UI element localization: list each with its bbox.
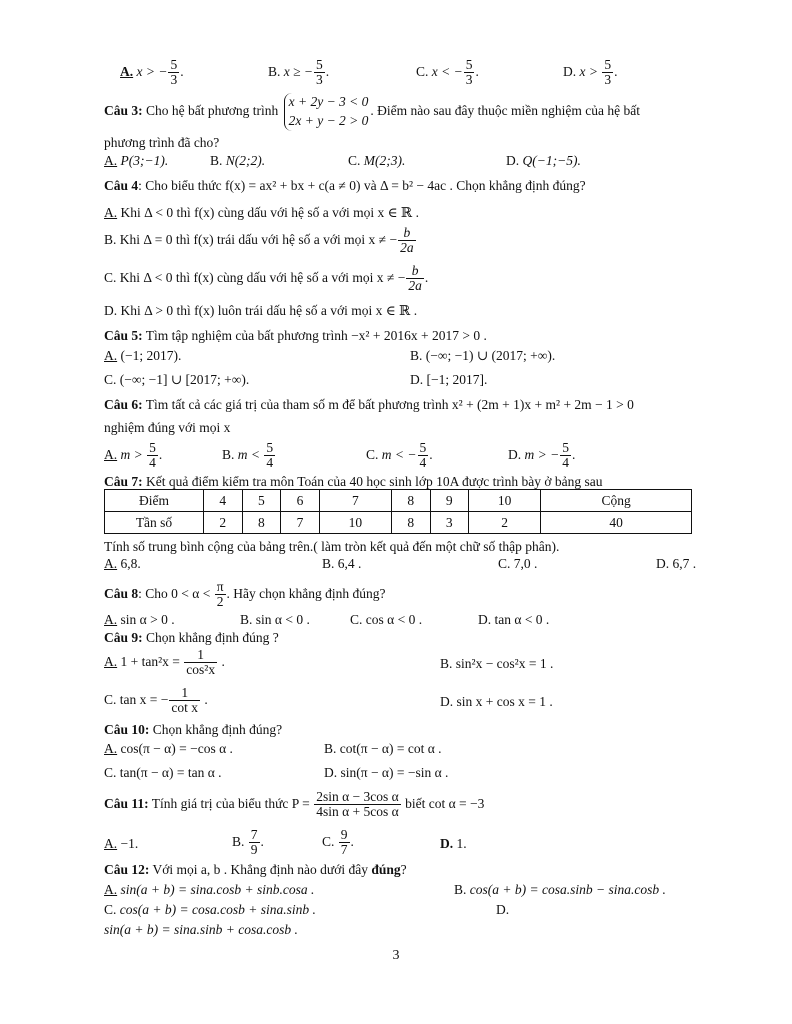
q6-option-c: C. m < − $\frac{5}{4}$ . [366,440,433,471]
q3-statement: Câu 3: Cho hệ bất phương trình x + 2y − 3 < 0 2x + y − 2 > 0 . Điểm nào sau đây thuộc miền nghiệm của hệ bất [104,93,640,131]
equation-system: x + 2y − 3 < 0 2x + y − 2 > 0 [284,93,369,131]
table-cell: 4 [204,490,243,512]
fraction: $\frac{5}{3}$ [170,57,178,88]
table-cell: 2 [204,512,243,534]
q5-option-c: C. (−∞; −1] ∪ [2017; +∞). [104,372,250,387]
fraction: $\frac{5}{3}$ [465,57,473,88]
fraction: $\frac{5}{4}$ [149,440,156,471]
q12-option-d-label: D. [496,902,510,917]
table-row [105,490,692,512]
q7-option-a: A. 6,8. [104,556,141,571]
q8-statement: Câu 8: Cho 0 < α < $\frac{\pi}{2}$ . Hãy chọn khẳng định đúng? [104,579,386,610]
frequency-table [104,489,692,534]
q10-option-d: D. sin(π − α) = −sin α . [324,765,449,780]
fraction: $\frac{b}{2a}$ [408,263,422,294]
q6-statement-cont: nghiệm đúng với mọi x [104,420,231,435]
table-cell: 40 [541,512,692,534]
q2-option-a: A. x > − $\frac{5}{3}$ . [120,57,184,88]
q12-option-a: A. sin(a + b) = sina.cosb + sinb.cosa . [104,882,315,897]
fraction: $\frac{5}{3}$ [604,57,612,88]
q9-option-a: A. 1 + tan²x = $\frac{1}{\text{cos²x}}$ . [104,647,225,678]
q7-question: Tính số trung bình cộng của bảng trên.( làm tròn kết quả đến một chữ số thập phân). [104,539,560,554]
q11-statement: Câu 11: Tính giá trị của biểu thức P = $\frac{\text{2sin α − 3cos α}}{\text{4sin α + 5cos α}}$ biết cot α = −3 [104,789,485,820]
fraction: $\frac{1}{\text{cot x}}$ [171,685,198,716]
q10-option-a: A. cos(π − α) = −cos α . [104,741,233,756]
q10-statement: Câu 10: Chọn khẳng định đúng? [104,722,283,737]
q3-statement-cont: phương trình đã cho? [104,135,220,150]
table-cell: Cộng [541,490,692,512]
q6-option-b: B. m < $\frac{5}{4}$ [222,440,274,471]
q3-option-c: C. M(2;3). [348,153,406,168]
q4-option-c: C. Khi Δ < 0 thì f(x) cùng dấu với hệ số a với mọi x ≠ − $\frac{b}{2a}$ . [104,263,429,294]
q11-option-b: B. $\frac{7}{9}$ . [232,827,264,858]
table-cell: Điểm [105,490,204,512]
table-cell: 8 [391,512,430,534]
table-cell: Tần số [105,512,204,534]
q10-option-b: B. cot(π − α) = cot α . [324,741,442,756]
table-row [105,512,692,534]
q7-option-c: C. 7,0 . [498,556,538,571]
q11-option-a: A. −1. [104,836,139,851]
table-cell: 9 [430,490,469,512]
q9-option-d: D. sin x + cos x = 1 . [440,694,553,709]
q4-option-a: A. Khi Δ < 0 thì f(x) cùng dấu với hệ số a với mọi x ∈ ℝ . [104,205,420,220]
table-cell: 10 [469,490,541,512]
fraction: $\frac{5}{4}$ [562,440,569,471]
q5-statement: Câu 5: Tìm tập nghiệm của bất phương trình −x² + 2016x + 2017 > 0 . [104,328,487,343]
table-cell: 8 [242,512,281,534]
table-cell: 10 [319,512,391,534]
q2-option-c: C. x < − $\frac{5}{3}$ . [416,57,479,88]
q11-option-d: D. 1. [440,836,467,851]
q5-option-d: D. [−1; 2017]. [410,372,488,387]
fraction: $\frac{\pi}{2}$ [216,579,224,610]
fraction: $\frac{b}{2a}$ [400,225,414,256]
table-cell: 7 [281,512,320,534]
table-cell: 3 [430,512,469,534]
table-cell: 8 [391,490,430,512]
fraction: $\frac{1}{\text{cos²x}}$ [186,647,216,678]
q12-statement: Câu 12: Với mọi a, b . Khẳng định nào dưới đây đúng? [104,862,407,877]
q6-option-a: A. m > $\frac{5}{4}$ . [104,440,163,471]
fraction: $\frac{5}{3}$ [316,57,323,88]
fraction: $\frac{9}{7}$ [340,827,348,858]
q5-option-a: A. (−1; 2017). [104,348,182,363]
q12-option-d: sin(a + b) = sina.sinb + cosa.cosb . [104,922,298,937]
q6-option-d: D. m > − $\frac{5}{4}$ . [508,440,576,471]
q9-option-b: B. sin²x − cos²x = 1 . [440,656,554,671]
q4-option-b: B. Khi Δ = 0 thì f(x) trái dấu với hệ số a với mọi x ≠ − $\frac{b}{2a}$ [104,225,414,256]
q10-option-c: C. tan(π − α) = tan α . [104,765,222,780]
fraction: $\frac{5}{4}$ [419,440,427,471]
q3-option-b: B. N(2;2). [210,153,266,168]
fraction: $\frac{\text{2sin α − 3cos α}}{\text{4sin α + 5cos α}}$ [316,789,399,820]
q9-statement: Câu 9: Chọn khẳng định đúng ? [104,630,279,645]
q3-option-a: A. P(3;−1). [104,153,169,168]
q5-option-b: B. (−∞; −1) ∪ (2017; +∞). [410,348,556,363]
q12-option-b: B. cos(a + b) = cosa.sinb − sina.cosb . [454,882,666,897]
q7-option-b: B. 6,4 . [322,556,362,571]
table-cell: 2 [469,512,541,534]
q2-option-d: D. x > $\frac{5}{3}$ . [563,57,618,88]
q8-option-b: B. sin α < 0 . [240,612,310,627]
q9-option-c: C. tan x = − $\frac{1}{\text{cot x}}$ . [104,685,208,716]
q7-option-d: D. 6,7 . [656,556,697,571]
q3-option-d: D. Q(−1;−5). [506,153,581,168]
q8-option-c: C. cos α < 0 . [350,612,423,627]
page-number: 3 [392,948,400,963]
q6-statement: Câu 6: Tìm tất cả các giá trị của tham số m để bất phương trình x² + (2m + 1)x + m² + 2m − 1 > 0 [104,397,634,412]
q2-option-b: B. x ≥ − $\frac{5}{3}$ . [268,57,330,88]
fraction: $\frac{5}{4}$ [266,440,274,471]
q8-option-a: A. sin α > 0 . [104,612,175,627]
q8-option-d: D. tan α < 0 . [478,612,550,627]
table-cell: 6 [281,490,320,512]
table-cell: 5 [242,490,281,512]
q11-option-c: C. $\frac{9}{7}$ . [322,827,354,858]
q4-statement: Câu 4: Cho biểu thức f(x) = ax² + bx + c(a ≠ 0) và Δ = b² − 4ac . Chọn khẳng định đúng? [104,178,586,193]
fraction: $\frac{7}{9}$ [250,827,258,858]
q12-option-c: C. cos(a + b) = cosa.cosb + sina.sinb . [104,902,316,917]
q4-option-d: D. Khi Δ > 0 thì f(x) luôn trái dấu hệ số a với mọi x ∈ ℝ . [104,303,418,318]
q7-statement: Câu 7: Kết quả điểm kiểm tra môn Toán của 40 học sinh lớp 10A được trình bày ở bảng sau [104,474,603,489]
table-cell: 7 [319,490,391,512]
